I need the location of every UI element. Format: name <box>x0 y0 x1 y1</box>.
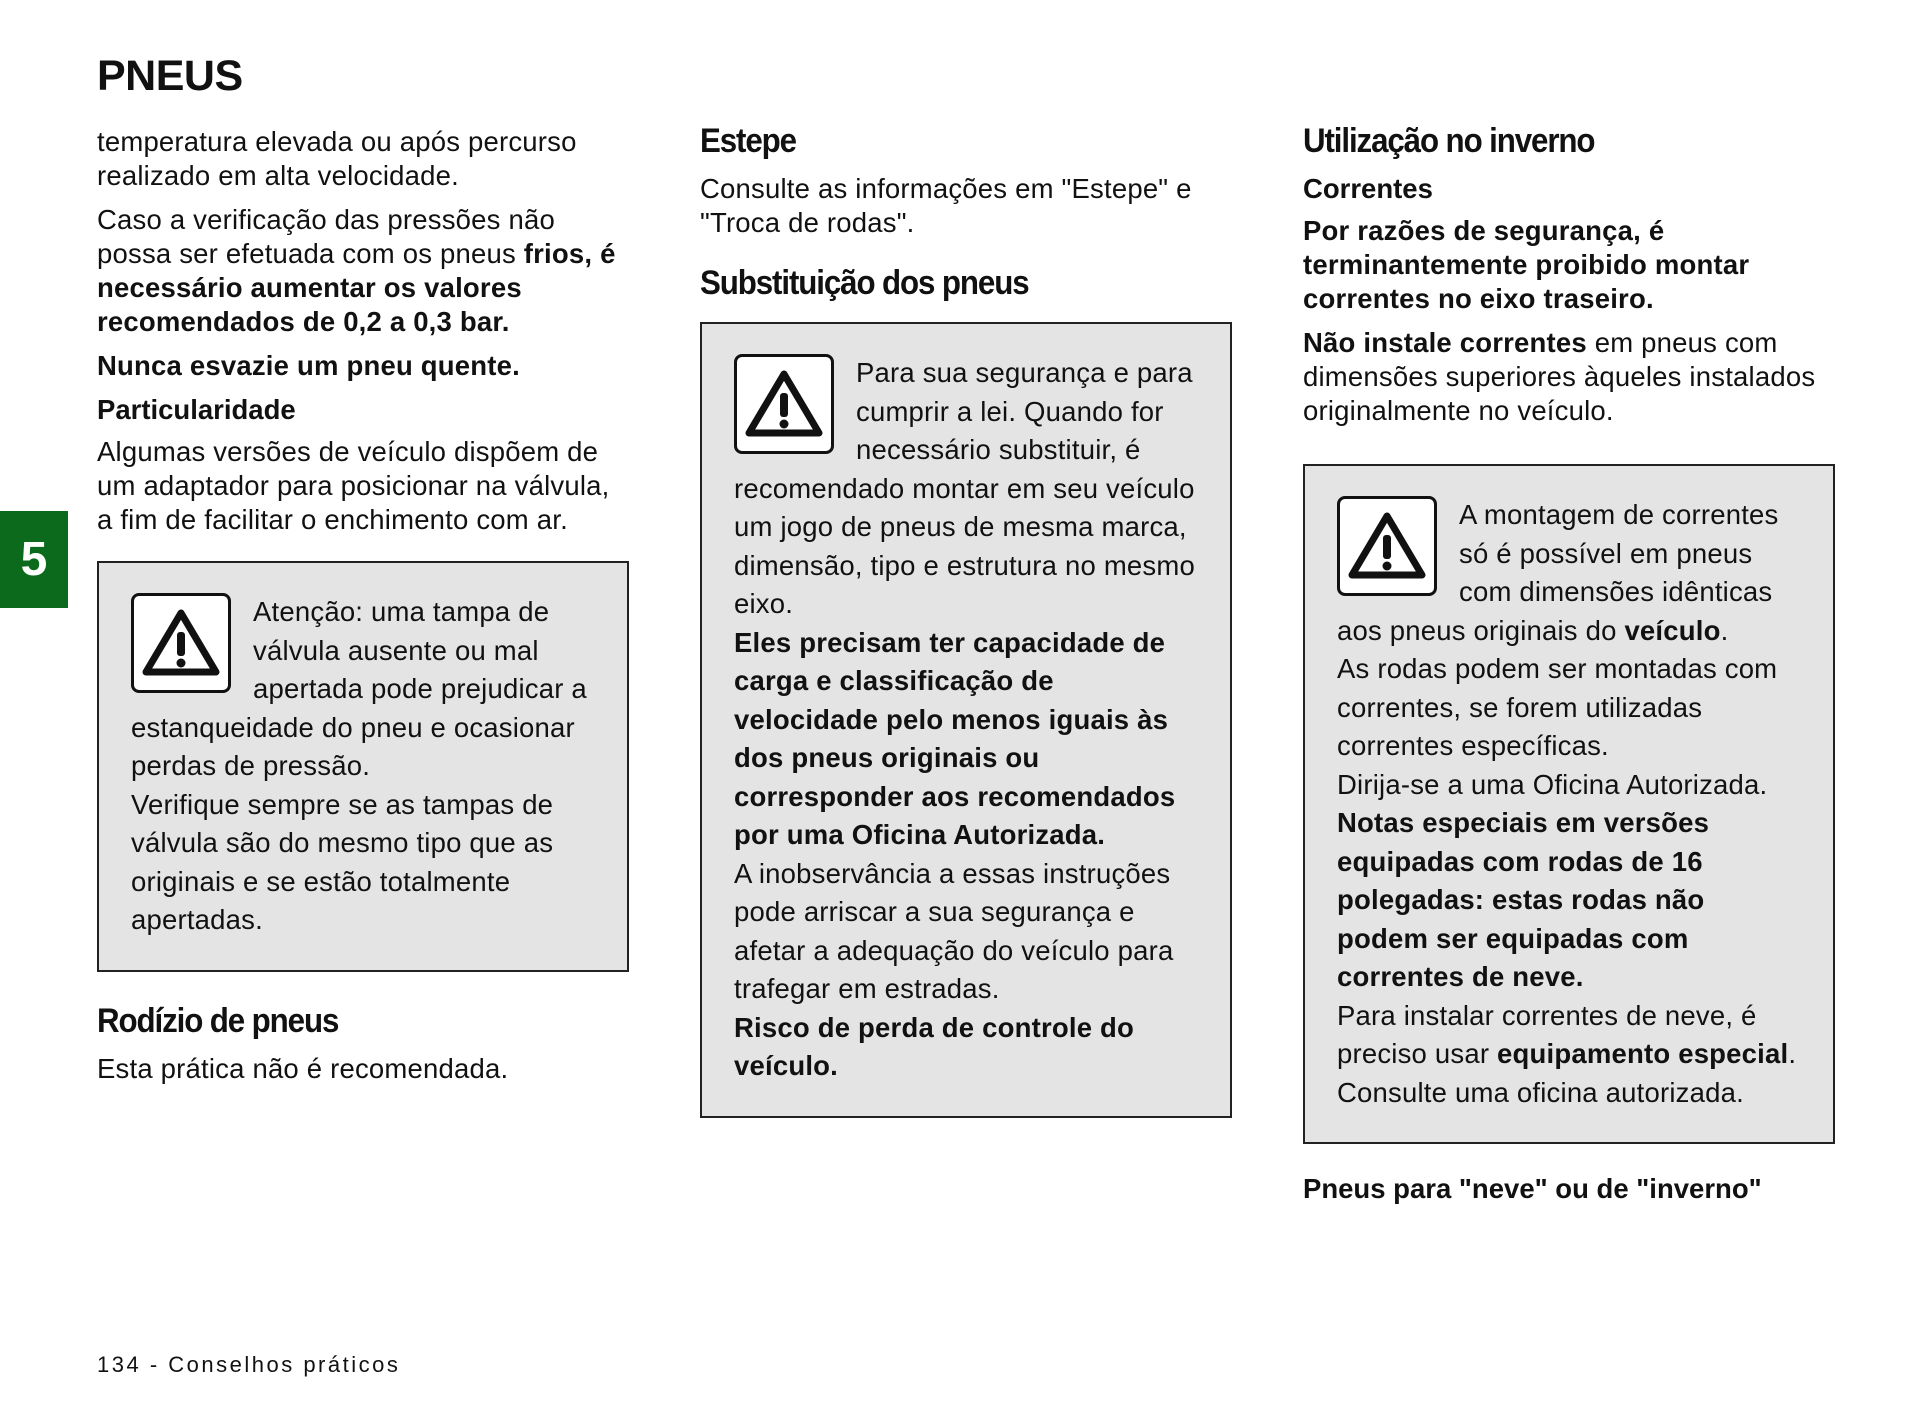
paragraph-group <box>97 435 627 537</box>
bold-text: Notas especiais em versões equipadas com rodas de 16 polegadas: estas rodas não podem ser equipadas com correntes de neve. <box>1337 807 1710 992</box>
bold-text: equipamento especial <box>1497 1038 1789 1069</box>
page-footer: 134 - Conselhos práticos <box>97 1352 401 1377</box>
paragraph-group <box>97 1052 627 1086</box>
text: Algumas versões de veículo dispõem de um adaptador para posicionar na válvula, a fim de facilitar o enchimento com ar. <box>97 436 610 535</box>
text: Verifique sempre se as tampas de válvula são do mesmo tipo que as originais e se estão totalmente apertadas. <box>131 788 554 935</box>
heading-substituicao: Substituição dos pneus <box>700 264 1029 302</box>
heading-inverno: Utilização no inverno <box>1303 122 1595 160</box>
paragraph <box>1303 326 1833 428</box>
paragraph-group <box>700 172 1230 240</box>
bold-text: Por razões de segurança, é terminantemente proibido montar correntes no eixo traseiro. <box>1303 215 1750 314</box>
chapter-tab: 5 <box>0 511 68 608</box>
bold-text: veículo <box>1624 614 1721 646</box>
subheading-pneus-neve: Pneus para "neve" ou de "inverno" <box>1303 1173 1762 1204</box>
warning-icon <box>734 354 834 454</box>
paragraph <box>1303 214 1833 316</box>
paragraph <box>700 172 1230 240</box>
bold-text: frios, é necessário aumentar os valores recomendados de 0,2 a 0,3 bar. <box>97 238 616 337</box>
column-1 <box>97 125 627 1096</box>
warning-box <box>97 561 629 972</box>
bold-text: Risco de perda de controle do veículo. <box>734 1011 1135 1081</box>
text: Esta prática não é recomendada. <box>97 1052 509 1084</box>
text: temperatura elevada ou após percurso realizado em alta velocidade. <box>97 126 577 191</box>
heading-estepe: Estepe <box>700 122 796 160</box>
warning-icon <box>1337 496 1437 596</box>
column-2 <box>700 120 1230 1118</box>
column-3 <box>1303 120 1833 1214</box>
text: Para sua segurança e para cumprir a lei. Quando for necessário substituir, é recomendado montar em seu veículo um jogo de pneus de mesma marca, dimensão, tipo e estrutura no mesmo eixo. <box>734 357 1195 619</box>
heading-rodizio: Rodízio de pneus <box>97 1001 339 1040</box>
subheading-correntes: Correntes <box>1303 173 1433 204</box>
text: A montagem de correntes só é possível em pneus com dimensões idênticas aos pneus originais do <box>1337 499 1779 646</box>
paragraph <box>97 125 627 193</box>
warning-text <box>734 354 1200 1086</box>
text: em pneus com dimensões superiores àqueles instalados originalmente no veículo. <box>1303 327 1816 426</box>
paragraph <box>97 203 627 339</box>
text: Atenção: uma tampa de válvula ausente ou mal apertada pode prejudicar a estanqueidade do pneu e ocasionar perdas de pressão. <box>131 596 587 781</box>
warning-icon <box>131 593 231 693</box>
paragraph <box>97 1052 627 1086</box>
subheading-particularidade: Particularidade <box>97 394 296 425</box>
paragraph-group <box>97 125 627 383</box>
paragraph <box>97 349 627 383</box>
text: Consulte as informações em "Estepe" e "Troca de rodas". <box>700 173 1192 238</box>
paragraph <box>97 435 627 537</box>
text: Caso a verificação das pressões não possa ser efetuada com os pneus <box>97 204 555 269</box>
bold-text: Não instale correntes <box>1303 327 1587 358</box>
page-title: PNEUS <box>97 52 243 100</box>
text: . Consulte uma oficina autorizada. <box>1337 1038 1797 1108</box>
text: Para instalar correntes de neve, é preciso usar <box>1337 999 1757 1069</box>
paragraph-group <box>1303 214 1833 428</box>
warning-box <box>700 322 1232 1118</box>
warning-box <box>1303 464 1835 1144</box>
bold-text: Nunca esvazie um pneu quente. <box>97 350 520 381</box>
text: . As rodas podem ser montadas com correntes, se forem utilizadas correntes específicas. Dirija-se a uma Oficina Autorizada. <box>1337 614 1778 800</box>
bold-text: Eles precisam ter capacidade de carga e classificação de velocidade pelo menos iguais às dos pneus originais ou corresponder aos recomendados por uma Oficina Autorizada. <box>734 626 1176 850</box>
text: A inobservância a essas instruções pode arriscar a sua segurança e afetar a adequação do veículo para trafegar em estradas. <box>734 857 1174 1004</box>
